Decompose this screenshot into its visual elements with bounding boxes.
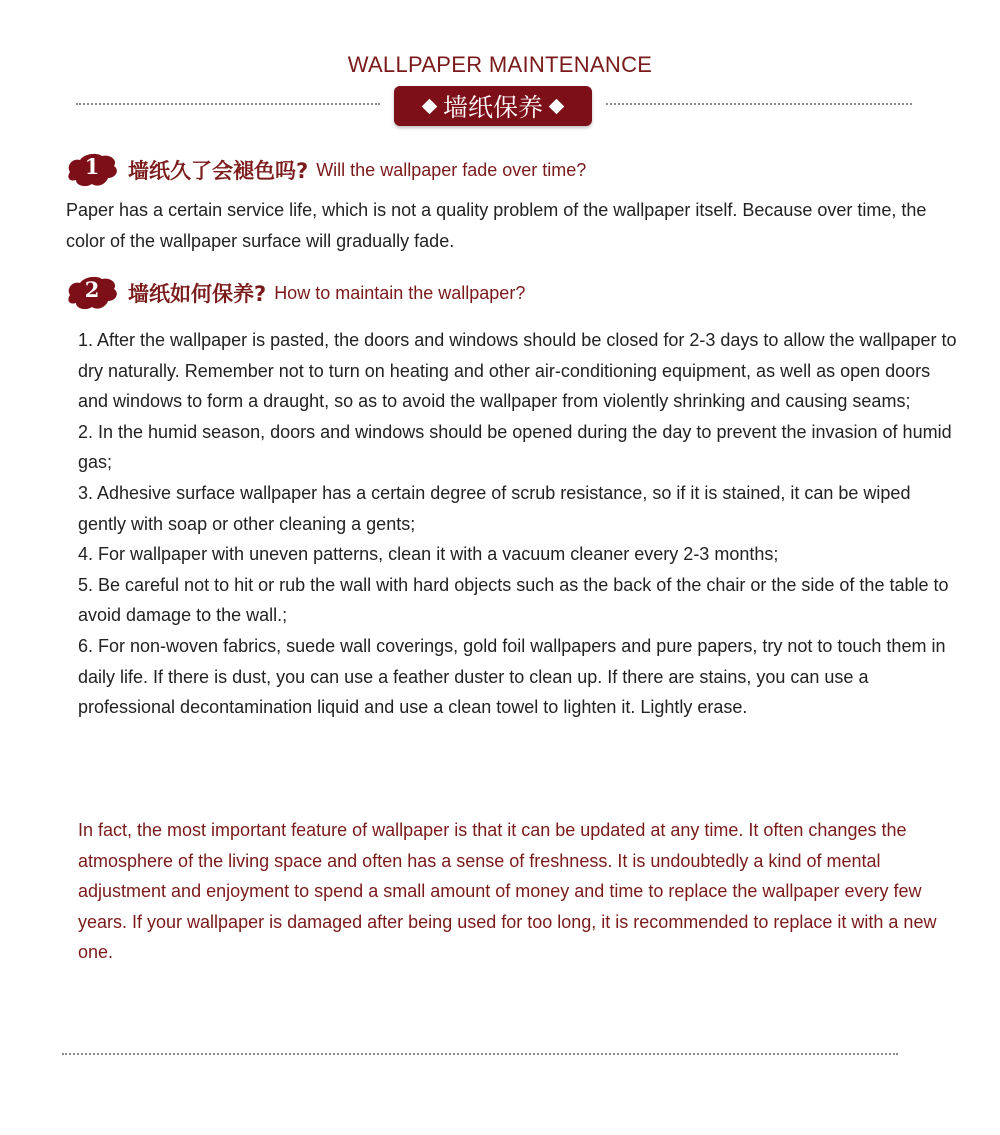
answer-paragraph-1: Paper has a certain service life, which is not a quality problem of the wallpaper itself. Because over time, the color of the wallpaper surface will gradually fade. [66, 200, 927, 251]
section-banner [394, 86, 592, 126]
question-heading-2 [64, 271, 525, 315]
number-badge-2 [64, 275, 120, 311]
badge-number: 2 [84, 277, 100, 302]
dotted-divider-right [606, 103, 912, 105]
dotted-divider-bottom [62, 1053, 898, 1055]
question-en: How to maintain the wallpaper? [274, 282, 526, 303]
closing-paragraph: In fact, the most important feature of wallpaper is that it can be updated at any time. It often changes the atmosphere of the living space and often has a sense of freshness. It is undoubtedly a kind of mental adjustment and enjoyment to spend a small amount of money and time to replace the wallpaper every few years. If your wallpaper is damaged after being used for too long, it is recommended to replace it with a new one. [78, 820, 937, 963]
question-en: Will the wallpaper fade over time? [316, 159, 587, 180]
badge-number: 1 [84, 154, 100, 179]
dotted-divider-left [76, 103, 380, 105]
diamond-icon [422, 98, 438, 114]
question-cn: 墙纸久了会褪色吗? [128, 159, 309, 183]
diamond-icon [549, 98, 565, 114]
number-badge-1 [64, 152, 120, 188]
list-item: 2. In the humid season, doors and windows should be opened during the day to prevent the invasion of humid gas; [78, 421, 952, 473]
list-item: 3. Adhesive surface wallpaper has a certain degree of scrub resistance, so if it is stained, it can be wiped gently with soap or other cleaning a gents; [78, 482, 911, 534]
list-item: 4. For wallpaper with uneven patterns, clean it with a vacuum cleaner every 2-3 months; [78, 544, 779, 565]
question-heading-1 [64, 148, 586, 192]
list-item: 5. Be careful not to hit or rub the wall with hard objects such as the back of the chair or the side of the table to avoid damage to the wall.; [78, 574, 949, 626]
maintenance-list [78, 325, 958, 723]
question-cn: 墙纸如何保养? [128, 282, 267, 306]
page-title: WALLPAPER MAINTENANCE [347, 52, 653, 77]
list-item: 1. After the wallpaper is pasted, the doors and windows should be closed for 2-3 days to allow the wallpaper to dry naturally. Remember not to turn on heating and other air-conditioning equipment, as well as open doors and windows to form a draught, so as to avoid the wallpaper from violently shrinking and causing seams; [78, 330, 957, 412]
banner-text: 墙纸保养 [442, 93, 543, 122]
list-item: 6. For non-woven fabrics, suede wall coverings, gold foil wallpapers and pure papers, try not to touch them in daily life. If there is dust, you can use a feather duster to clean up. If there are stains, you can use a professional decontamination liquid and use a clean towel to lighten it. Lightly erase. [78, 635, 946, 718]
